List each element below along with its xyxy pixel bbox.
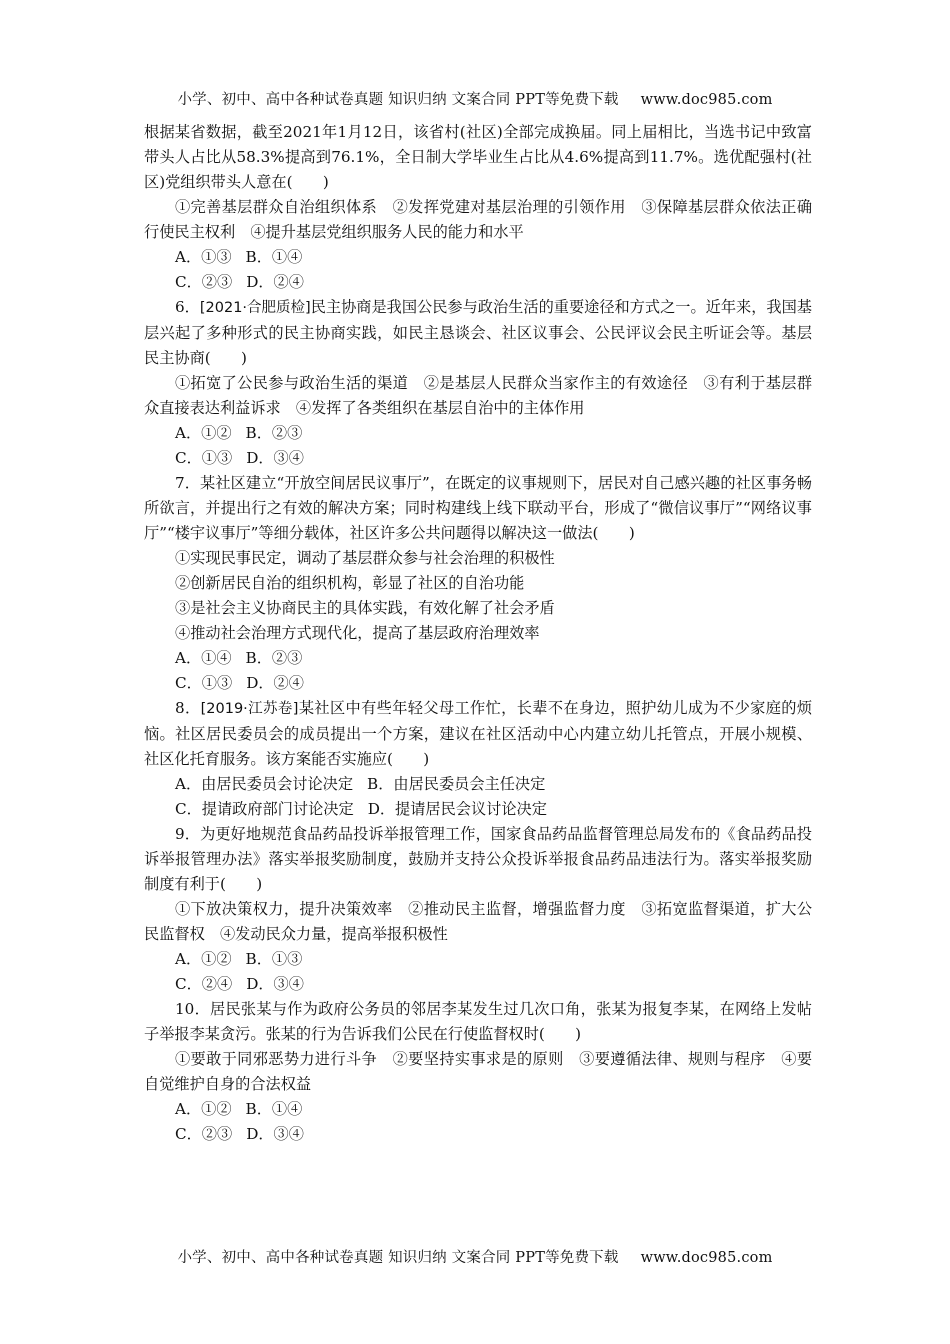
q6-source: [2021·合肥质检] (199, 300, 311, 316)
q5-option-a: A．①③ (175, 248, 232, 266)
q8-stem-paragraph (144, 696, 812, 772)
footer-text: 小学、初中、高中各种试卷真题 知识归纳 文案合同 PPT等免费下载 (177, 1250, 619, 1266)
q6-stem: 民主协商是我国公民参与政治生活的重要途径和方式之一。近年来，我国基层兴起了多种形式的民主协商实践，如民主恳谈会、社区议事会、公民评议会民主听证会等。基层民主协商( ) (144, 298, 812, 367)
q5-statements: ①完善基层群众自治组织体系 ②发挥党建对基层治理的引领作用 ③保障基层群众依法正确行使民主权利 ④提升基层党组织服务人民的能力和水平 (144, 198, 812, 241)
page-footer (0, 1246, 950, 1267)
q7-statement-4: ④推动社会治理方式现代化，提高了基层政府治理效率 (175, 624, 540, 642)
q6-stem-paragraph (144, 295, 812, 371)
q7-option-b: B．②③ (245, 649, 303, 667)
q9-options-row1 (144, 947, 812, 972)
q10-options-row1 (144, 1097, 812, 1122)
q10-option-a: A．①② (175, 1100, 232, 1118)
q5-option-b: B．①④ (245, 248, 303, 266)
q6-option-a: A．①② (175, 424, 232, 442)
q8-option-d: D．提请居民会议讨论决定 (367, 800, 547, 818)
q10-option-d: D．③④ (246, 1125, 304, 1143)
q5-options-row1 (144, 245, 812, 270)
question-content (144, 120, 812, 1147)
q10-option-b: B．①④ (245, 1100, 303, 1118)
q6-option-c: C．①③ (175, 449, 233, 467)
q9-options-row2 (144, 972, 812, 997)
q8-number: 8． (175, 699, 201, 717)
q6-option-b: B．②③ (245, 424, 303, 442)
q7-statement-2: ②创新居民自治的组织机构，彰显了社区的自治功能 (175, 574, 525, 592)
page-header (0, 88, 950, 109)
q10-options-row2 (144, 1122, 812, 1147)
q8-option-a: A．由居民委员会讨论决定 (175, 775, 354, 793)
header-text: 小学、初中、高中各种试卷真题 知识归纳 文案合同 PPT等免费下载 (177, 92, 619, 108)
q9-option-d: D．③④ (246, 975, 304, 993)
q7-stem: 7．某社区建立“开放空间居民议事厅”，在既定的议事规则下，居民对自己感兴趣的社区事务畅所欲言，并提出行之有效的解决方案；同时构建线上线下联动平台，形成了“微信议事厅”“网络议事厅”“楼宇议事厅”等细分载体，社区许多公共问题得以解决这一做法( ) (144, 474, 812, 542)
q8-source: [2019·江苏卷] (200, 701, 299, 717)
q7-options-row1 (144, 646, 812, 671)
q8-option-c: C．提请政府部门讨论决定 (175, 800, 354, 818)
q5-option-c: C．②③ (175, 273, 233, 291)
q10-statements: ①要敢于同邪恶势力进行斗争 ②要坚持实事求是的原则 ③要遵循法律、规则与程序 ④要自觉维护自身的合法权益 (144, 1050, 812, 1093)
header-url: www.doc985.com (640, 92, 773, 108)
q7-options-row2 (144, 671, 812, 696)
q10-stem: 10．居民张某与作为政府公务员的邻居李某发生过几次口角，张某为报复李某，在网络上发帖子举报李某贪污。张某的行为告诉我们公民在行使监督权时( ) (144, 1000, 812, 1043)
q5-option-d: D．②④ (246, 273, 304, 291)
q9-option-a: A．①② (175, 950, 232, 968)
q7-statement-1: ①实现民事民定，调动了基层群众参与社会治理的积极性 (175, 549, 555, 567)
q7-option-c: C．①③ (175, 674, 233, 692)
q5-options-row2 (144, 270, 812, 295)
q7-option-d: D．②④ (246, 674, 304, 692)
q10-option-c: C．②③ (175, 1125, 233, 1143)
q8-stem: 某社区中有些年轻父母工作忙，长辈不在身边，照护幼儿成为不少家庭的烦恼。社区居民委员会的成员提出一个方案，建议在社区活动中心内建立幼儿托管点，开展小规模、社区化托育服务。该方案能否实施应( ) (144, 699, 812, 768)
q9-option-b: B．①③ (245, 950, 303, 968)
q5-stem: 根据某省数据，截至2021年1月12日，该省村(社区)全部完成换届。同上届相比，当选书记中致富带头人占比从58.3%提高到76.1%，全日制大学毕业生占比从4.6%提高到11.7%。选优配强村(社区)党组织带头人意在( ) (144, 123, 812, 191)
q6-number: 6． (175, 298, 200, 316)
q7-option-a: A．①④ (175, 649, 232, 667)
footer-url: www.doc985.com (640, 1250, 773, 1266)
q8-options-row1 (144, 772, 812, 797)
q7-statement-3: ③是社会主义协商民主的具体实践，有效化解了社会矛盾 (175, 599, 555, 617)
q6-statements: ①拓宽了公民参与政治生活的渠道 ②是基层人民群众当家作主的有效途径 ③有利于基层群众直接表达利益诉求 ④发挥了各类组织在基层自治中的主体作用 (144, 374, 812, 417)
q6-option-d: D．③④ (246, 449, 304, 467)
q9-statements: ①下放决策权力，提升决策效率 ②推动民主监督，增强监督力度 ③拓宽监督渠道，扩大公民监督权 ④发动民众力量，提高举报积极性 (144, 900, 812, 943)
q8-option-b: B．由居民委员会主任决定 (367, 775, 546, 793)
q6-options-row1 (144, 421, 812, 446)
q9-stem: 9．为更好地规范食品药品投诉举报管理工作，国家食品药品监督管理总局发布的《食品药品投诉举报管理办法》落实举报奖励制度，鼓励并支持公众投诉举报食品药品违法行为。落实举报奖励制度有利于( ) (144, 825, 812, 893)
q9-option-c: C．②④ (175, 975, 233, 993)
q8-options-row2 (144, 797, 812, 822)
q6-options-row2 (144, 446, 812, 471)
